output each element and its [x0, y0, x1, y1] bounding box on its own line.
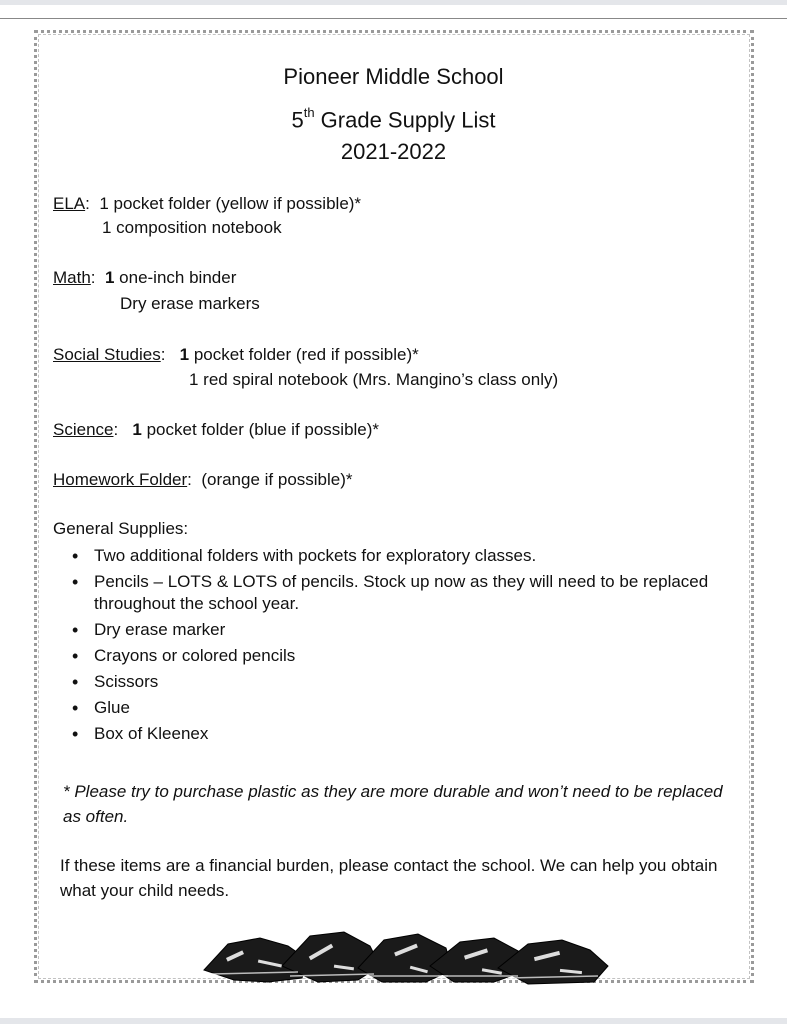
grade-ordinal: th	[303, 105, 315, 120]
list-item: • Dry erase marker	[72, 619, 732, 641]
top-bar	[0, 0, 787, 5]
ela-line-1: ELA: 1 pocket folder (yellow if possible)*	[53, 194, 362, 213]
grade-title	[0, 102, 787, 133]
science-qty: 1	[132, 420, 142, 439]
science-line: Science: 1 pocket folder (blue if possible)*	[53, 420, 380, 439]
page-border-inner	[38, 34, 750, 979]
bottom-bar	[0, 1018, 787, 1024]
school-year: 2021-2022	[340, 139, 447, 164]
list-item: • Scissors	[72, 671, 732, 693]
general-list	[72, 545, 732, 749]
grade-title-text: Grade Supply List	[314, 107, 496, 133]
ela-label: ELA	[53, 194, 86, 213]
social-label: Social Studies	[53, 345, 161, 364]
homework-label: Homework Folder	[53, 470, 188, 489]
crayon-border-icon	[198, 926, 613, 986]
school-name: Pioneer Middle School	[283, 64, 504, 89]
social-item-1: pocket folder (red if possible)*	[189, 345, 419, 364]
social-item-2: 1 red spiral notebook (Mrs. Mangino’s class only)	[189, 370, 559, 389]
list-item: • Box of Kleenex	[72, 723, 732, 745]
science-label: Science	[53, 420, 114, 439]
ela-item-2: 1 composition notebook	[102, 218, 282, 237]
science-item-1: pocket folder (blue if possible)*	[141, 420, 380, 439]
math-item-1: one-inch binder	[114, 268, 237, 287]
list-item: • Crayons or colored pencils	[72, 645, 732, 667]
list-item: • Glue	[72, 697, 732, 719]
ela-item-1: 1 pocket folder (yellow if possible)*	[99, 194, 362, 213]
homework-line: Homework Folder: (orange if possible)*	[53, 470, 353, 489]
social-qty: 1	[179, 345, 190, 364]
social-line-1: Social Studies: 1 pocket folder (red if possible)*	[53, 345, 419, 364]
list-item: • Two additional folders with pockets for exploratory classes.	[72, 545, 732, 567]
grade-number: 5	[291, 107, 304, 133]
math-label: Math	[53, 268, 91, 287]
math-line-1: Math: 1 one-inch binder	[53, 268, 237, 287]
plastic-note: * Please try to purchase plastic as they are more durable and won’t need to be replaced as often.	[63, 782, 723, 826]
homework-item-1: (orange if possible)*	[201, 470, 353, 489]
top-divider	[0, 18, 787, 19]
financial-help-text: If these items are a financial burden, please contact the school. We can help you obtain what your child needs.	[60, 856, 718, 900]
math-qty: 1	[104, 268, 115, 287]
list-item: • Pencils – LOTS & LOTS of pencils. Stock up now as they will need to be replaced throughout the school year.	[72, 571, 732, 615]
general-heading: General Supplies:	[53, 519, 189, 538]
math-item-2: Dry erase markers	[120, 294, 260, 313]
